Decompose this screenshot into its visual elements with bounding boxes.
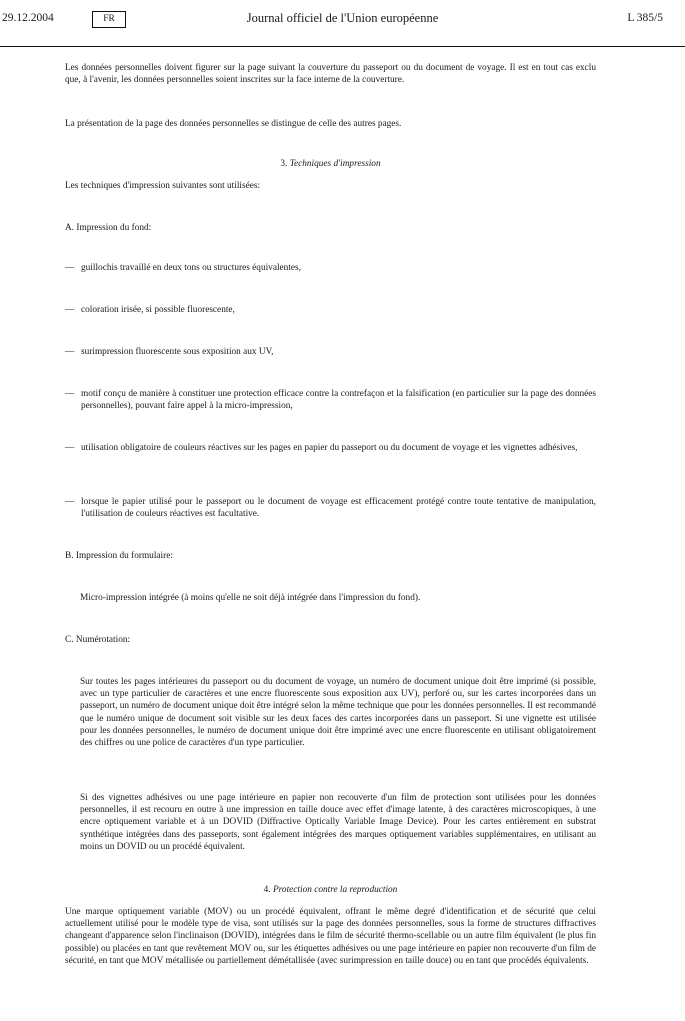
header-rule — [0, 46, 685, 47]
list-item-text: utilisation obligatoire de couleurs réactives sur les pages en papier du passeport ou du document de voyage et les vignettes adhésives, — [81, 443, 578, 453]
list-item-text: guillochis travaillé en deux tons ou structures équivalentes, — [81, 263, 301, 273]
journal-title: Journal officiel de l'Union européenne — [246, 11, 439, 25]
page-header — [0, 12, 685, 36]
list-item — [65, 388, 596, 412]
subsection-c-paragraph-2: Si des vignettes adhésives ou une page intérieure en papier non recouverte d'un film de protection sont utilisées pour les données personnelles, il est recouru en outre à une impression en taille douce avec effet d'image latente, à des caractères microscopiques, à une encre optiquement variable et à un DOVID (Diffractive Optically Variable Image Device). Pour les cartes entièrement en substrat synthétique intégrées dans des passeports, sont également intégrées des marques optiquement variables supplémentaires, en utilisant au moins un DOVID ou un procédé équivalent. — [80, 793, 596, 852]
list-item — [65, 346, 596, 358]
subsection-c-paragraph-1: Sur toutes les pages intérieures du passeport ou du document de voyage, un numéro de document unique doit être imprimé (si possible, avec un type particulier de caractères et une encre fluorescente sous exposition aux UV), perforé ou, sur les cartes incorporées dans un passeport, un numéro de document unique doit être intégré selon la même technique que pour les données personnelles. Il est recommandé que le numéro unique de document soit visible sur les deux faces des cartes incorporées dans un passeport. Si une vignette est utilisée pour les données personnelles, le numéro de document unique doit être imprimé avec une encre fluorescente en utilisant obligatoirement des chiffres ou une police de caractères d'un type particulier. — [80, 677, 596, 749]
list-item — [65, 496, 596, 520]
list-item-text: lorsque le papier utilisé pour le passeport ou le document de voyage est efficacement protégé contre toute tentative de manipulation, l'utilisation de couleurs réactives est facultative. — [81, 497, 596, 520]
subsection-c-heading: C. Numérotation: — [65, 635, 131, 645]
page-number: L 385/5 — [627, 12, 663, 24]
dash-mark: — — [65, 497, 75, 507]
dash-mark: — — [65, 443, 75, 453]
list-item-text: coloration irisée, si possible fluorescente, — [81, 305, 235, 315]
dash-mark: — — [65, 305, 75, 315]
section-4-title: Protection contre la reproduction — [272, 885, 398, 895]
subsection-a-heading: A. Impression du fond: — [65, 223, 152, 233]
section-3-title: Techniques d'impression — [289, 159, 381, 169]
header-date: 29.12.2004 — [2, 12, 54, 24]
section-4-paragraph: Une marque optiquement variable (MOV) ou un procédé équivalent, offrant le même degré d'identification et de sécurité que celui actuellement utilisé pour le modèle type de visa, sont utilisés sur la page des données personnelles, sous la forme de structures diffractives changeant d'apparence selon l'inclinaison (DOVID), intégrées dans le film de sécurité thermo-scellable ou un autre film équivalent (le plus fin possible) ou placées en tant que revêtement MOV ou, sur les étiquettes adhésives ou une page intérieure en papier non recouverte d'un film de sécurité, en tant que MOV métallisée ou partiellement démétallisée (avec surimpression en taille douce) ou en tant que procédés équivalents. — [65, 907, 596, 966]
list-item-text: surimpression fluorescente sous exposition aux UV, — [81, 347, 274, 357]
subsection-b-heading: B. Impression du formulaire: — [65, 551, 173, 561]
subsection-b-text: Micro-impression intégrée (à moins qu'elle ne soit déjà intégrée dans l'impression du fond). — [80, 593, 421, 603]
section-3-heading — [65, 158, 596, 170]
dash-mark: — — [65, 347, 75, 357]
dash-mark: — — [65, 263, 75, 273]
dash-mark: — — [65, 389, 75, 399]
intro-paragraph-2: La présentation de la page des données personnelles se distingue de celle des autres pages. — [65, 119, 402, 129]
section-4-heading — [65, 884, 596, 896]
section-3-number: 3. — [280, 159, 288, 169]
list-item-text: motif conçu de manière à constituer une protection efficace contre la contrefaçon et la falsification (en particulier sur la page des données personnelles), pouvant faire appel à la micro-impression, — [81, 389, 596, 412]
list-item — [65, 442, 596, 454]
section-3-intro: Les techniques d'impression suivantes sont utilisées: — [65, 181, 261, 191]
section-4-number: 4. — [263, 885, 271, 895]
intro-paragraph-1: Les données personnelles doivent figurer sur la page suivant la couverture du passeport ou du document de voyage. Il est en tout cas exclu que, à l'avenir, les données personnelles soient inscrites sur la face interne de la couverture. — [65, 63, 596, 86]
list-item — [65, 304, 596, 316]
language-box: FR — [92, 11, 126, 28]
list-item — [65, 262, 596, 274]
